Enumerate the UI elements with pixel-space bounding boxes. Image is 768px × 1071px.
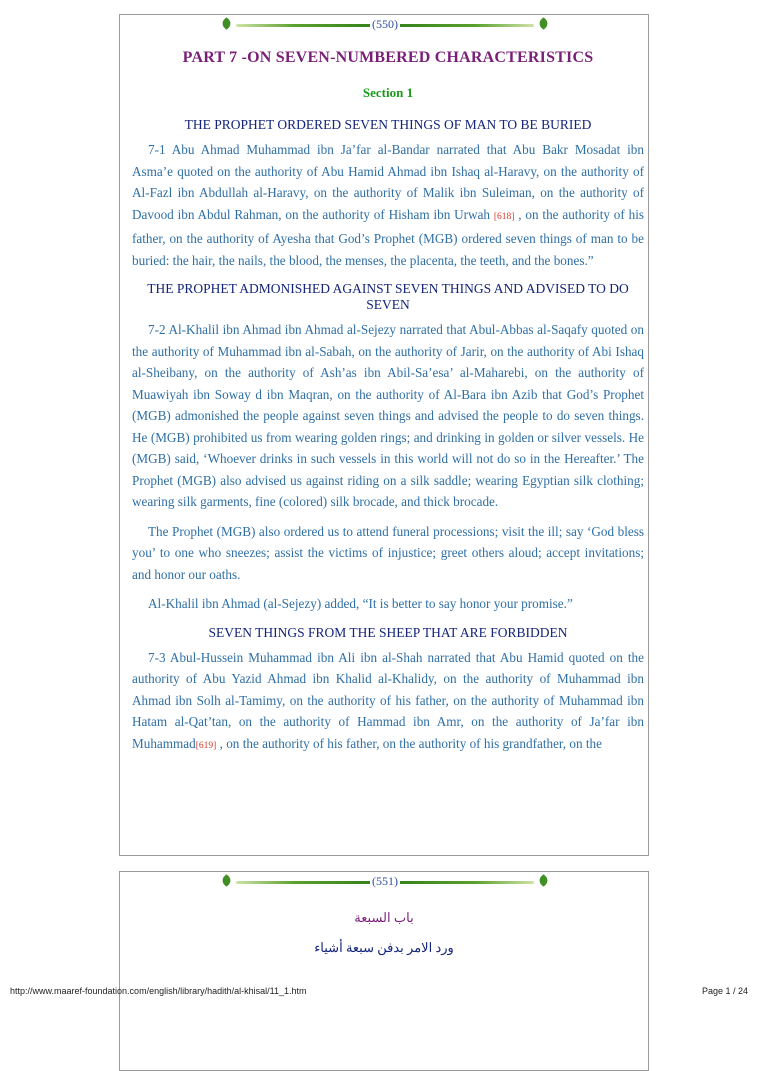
footer-page-indicator: Page 1 / 24: [701, 986, 748, 996]
leaf-icon: [220, 17, 233, 30]
leaf-icon: [220, 874, 233, 887]
part-title: PART 7 -ON SEVEN-NUMBERED CHARACTERISTICS: [182, 49, 594, 66]
hadith-heading-2: THE PROPHET ADMONISHED AGAINST SEVEN THINGS AND ADVISED TO DO SEVEN: [147, 281, 629, 312]
page-550: [119, 14, 649, 856]
paragraph-text: , on the authority of his father, on the authority of his grandfather, on the: [216, 735, 602, 751]
hadith-paragraph-4: Al-Khalil ibn Ahmad (al-Sejezy) added, “It is better to say honor your promise.”: [148, 596, 573, 611]
page-551: [119, 871, 649, 1071]
paragraph-text: , on the authority of his father, on the authority of Ayesha that God’s Prophet (MGB) ordered seven things of man to be buried: the hair, the nails, the blood, the menses, the placenta, the teeth, and the bones.”: [132, 206, 644, 268]
hadith-heading-1: THE PROPHET ORDERED SEVEN THINGS OF MAN TO BE BURIED: [184, 117, 592, 132]
arabic-heading: ورد الامر بدفن سبعة أشياء: [314, 940, 454, 955]
arabic-chapter-title: باب السبعة: [354, 910, 414, 925]
paragraph-text: 7-3 Abul-Hussein Muhammad ibn Ali ibn al-Shah narrated that Abu Hamid quoted on the authority of Abu Yazid Ahmad ibn Khalid al-Khalidy, on the authority of Muhammad ibn Ahmad ibn Solh al-Tamimy, on the authority of his father, on the authority of Muhammad ibn Hatam al-Qat’tan, on the authority of Hammad ibn Amr, on the authority of Ja’far ibn Muhammad: [132, 649, 644, 751]
page-ornament: [220, 18, 550, 32]
leaf-icon: [537, 874, 550, 887]
section-title: Section 1: [362, 85, 414, 100]
leaf-icon: [537, 17, 550, 30]
hadith-heading-3: SEVEN THINGS FROM THE SHEEP THAT ARE FORBIDDEN: [208, 624, 568, 640]
footnote-link[interactable]: [618]: [493, 211, 515, 222]
page-number: (551): [372, 874, 398, 888]
footer-url: http://www.maaref-foundation.com/english/library/hadith/al-khisal/11_1.htm: [10, 986, 307, 996]
page-content: [132, 49, 644, 757]
page-number: (550): [372, 17, 398, 31]
paragraph-text: 7-1 Abu Ahmad Muhammad ibn Ja’far al-Bandar narrated that Abu Bakr Mosadat ibn Asma’e quoted on the authority of Abu Hamid Ahmad ibn Ishaq al-Haravy, on the authority of Al-Fazl ibn Abdullah al-Haravy, on the authority of Malik ibn Suleiman, on the authority of Davood ibn Abdul Rahman, on the authority of Hisham ibn Urwah: [132, 142, 644, 222]
hadith-paragraph-2: 7-2 Al-Khalil ibn Ahmad ibn Ahmad al-Sejezy narrated that Abul-Abbas al-Saqafy quoted on the authority of Muhammad ibn al-Sabah, on the authority of Jarir, on the authority of Abi Ishaq al-Sheibany, on the authority of Ash’as ibn Abil-Sa’esa’ al-Maharebi, on the authority of Muawiyah ibn Soway d ibn Maqran, on the authority of Al-Bara ibn Azib that God’s Prophet (MGB) admonished the people against seven things and advised the people to do seven things. He (MGB) prohibited us from wearing golden rings; and drinking in golden or silver vessels. He (MGB) said, ‘Whoever drinks in such vessels in this world will not do so in the Hereafter.’ The Prophet (MGB) also advised us against riding on a silk saddle; wearing Egyptian silk clothing; wearing silk garments, fine (colored) silk brocade, and thick brocade.: [132, 322, 644, 509]
hadith-paragraph-5: [132, 647, 644, 758]
hadith-paragraph-3: The Prophet (MGB) also ordered us to attend funeral processions; visit the ill; say ‘God bless you’ to one who sneezes; assist the victims of injustice; greet others aloud; accept invitations; and honor our oaths.: [132, 523, 644, 582]
hadith-paragraph-1: [132, 139, 644, 271]
footnote-link[interactable]: [619]: [195, 740, 217, 751]
page-ornament: [220, 875, 550, 889]
